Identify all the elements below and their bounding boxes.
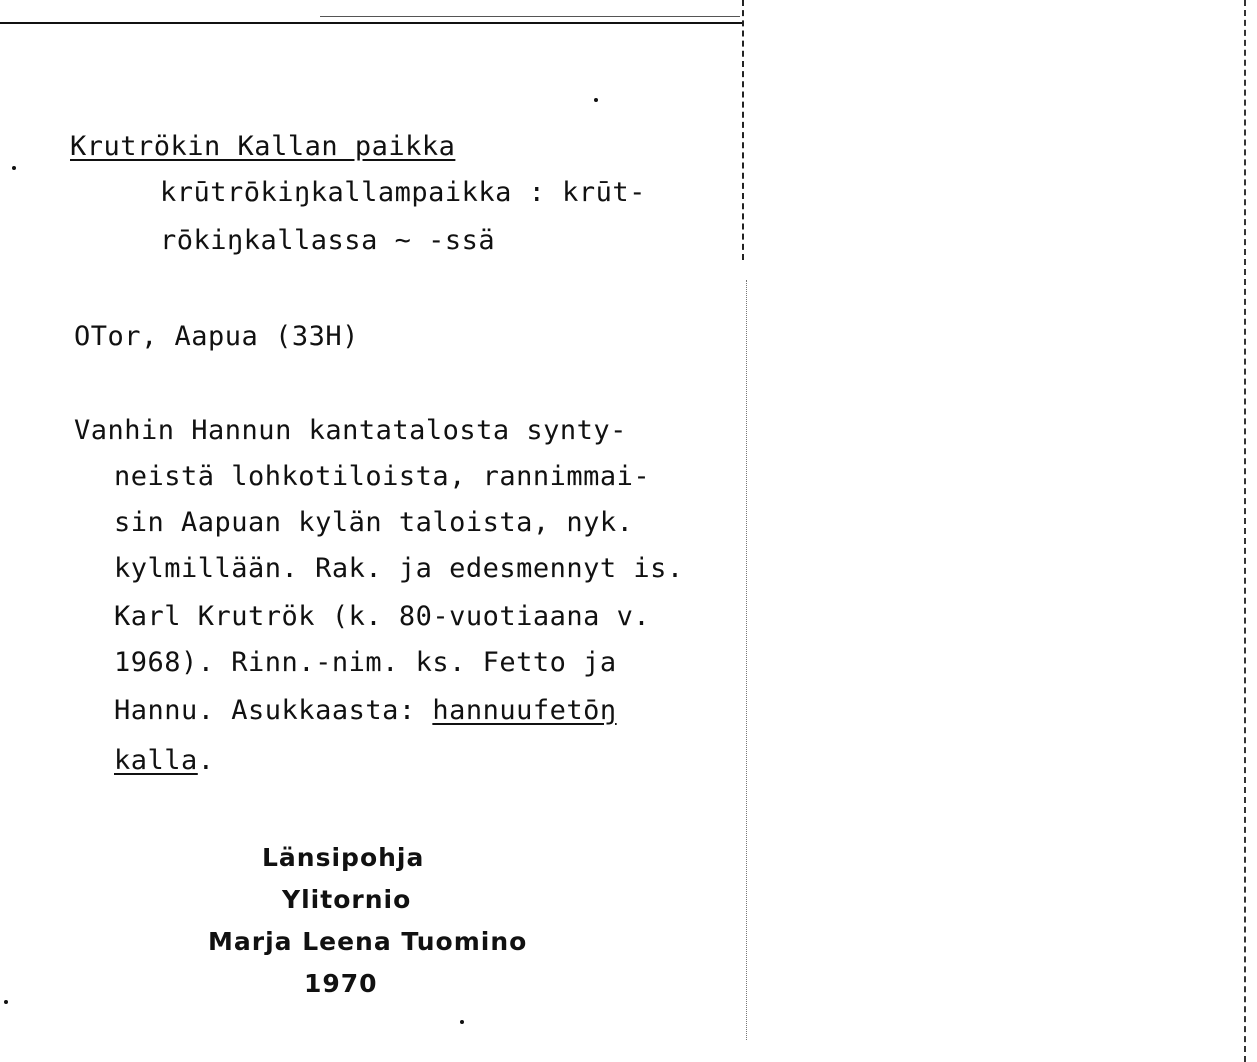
place-name-title: Krutrökin Kallan paikka — [70, 131, 456, 162]
description-line-3: sin Aapuan kylän taloista, nyk. — [114, 507, 634, 538]
scan-border-edge — [1244, 0, 1246, 1062]
description-line-8 — [114, 738, 215, 784]
speck — [12, 166, 16, 170]
speck — [460, 1020, 464, 1024]
card-top-edge-faint — [320, 16, 740, 17]
source-reference: OTor, Aapua (33H) — [74, 321, 359, 352]
resident-name-form-end: kalla — [114, 745, 198, 776]
card-top-edge — [0, 22, 742, 24]
description-line-2: neistä lohkotiloista, rannimmai- — [114, 461, 651, 492]
dialect-form-line-2: rōkiŋkallassa ~ -ssä — [160, 225, 496, 256]
description-line-5: Karl Krutrök (k. 80-vuotiaana v. — [114, 601, 651, 632]
description-line-6: 1968). Rinn.-nim. ks. Fetto ja — [114, 647, 617, 678]
resident-name-form: hannuufetōŋ — [432, 695, 617, 726]
card-right-edge — [742, 0, 744, 260]
description-line-1: Vanhin Hannun kantatalosta synty- — [74, 415, 627, 446]
stamp-year: 1970 — [304, 969, 378, 998]
card-right-edge-faint — [746, 280, 747, 1040]
stamp-parish: Ylitornio — [282, 885, 412, 914]
description-line-7-text: Hannu. Asukkaasta: — [114, 695, 433, 726]
description-line-7 — [114, 688, 617, 734]
stamp-region: Länsipohja — [262, 843, 425, 872]
speck — [594, 98, 598, 102]
description-line-4: kylmillään. Rak. ja edesmennyt is. — [114, 553, 684, 584]
speck — [4, 1000, 8, 1004]
stamp-collector: Marja Leena Tuomino — [208, 927, 528, 956]
dialect-form-line-1: krūtrōkiŋkallampaikka : krūt- — [160, 177, 646, 208]
description-period: . — [197, 745, 215, 776]
